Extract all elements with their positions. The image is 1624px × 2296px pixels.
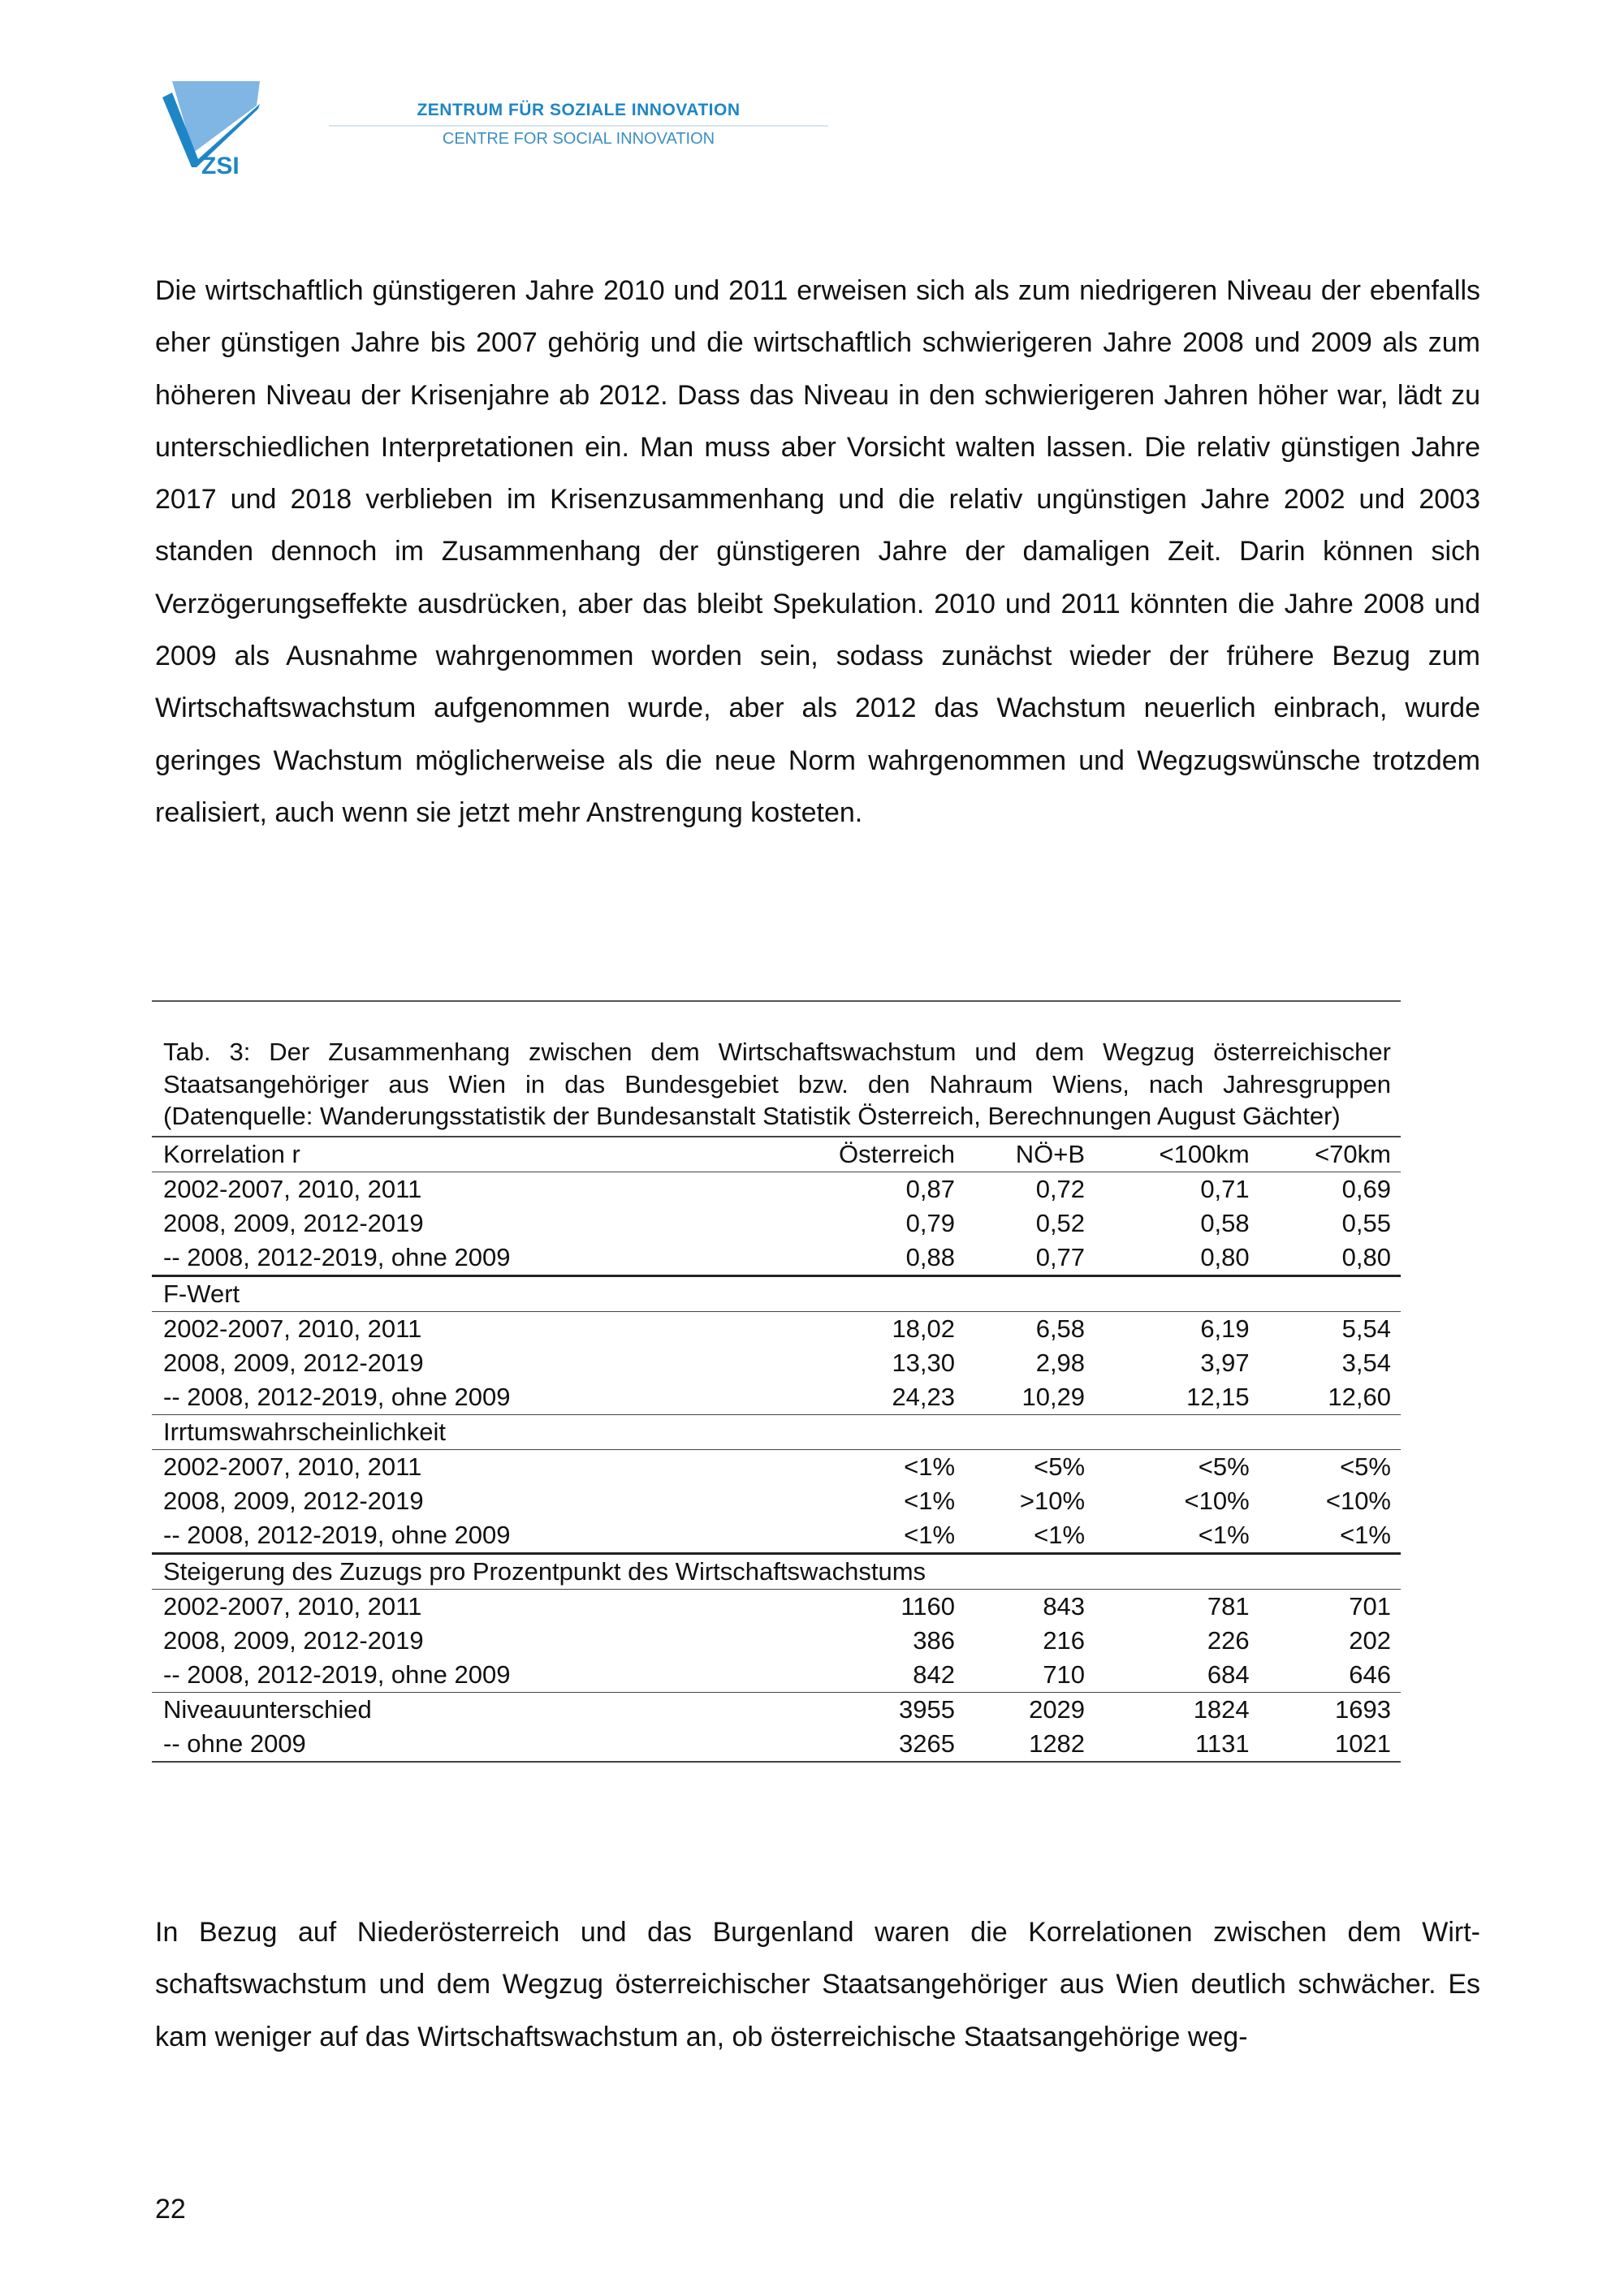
cell-value: <100km <box>1095 1137 1259 1172</box>
cell-value: <1% <box>1095 1518 1259 1554</box>
row-label: 2008, 2009, 2012-2019 <box>163 1625 424 1655</box>
cell-value: 842 <box>758 1658 965 1693</box>
cell-value: 0,87 <box>905 1174 956 1203</box>
row-label: -- 2008, 2012-2019, ohne 2009 <box>152 1658 758 1693</box>
table-row <box>152 1449 1401 1484</box>
cell-value: 2,98 <box>1035 1348 1086 1377</box>
svg-text:ZSI: ZSI <box>201 153 240 177</box>
cell-value: 684 <box>1095 1658 1259 1693</box>
row-label: 2002-2007, 2010, 2011 <box>163 1591 422 1621</box>
cell-value: 1160 <box>901 1591 956 1621</box>
section-header-row <box>152 1275 1401 1311</box>
correlation-table <box>152 1136 1401 1763</box>
cell-value: 710 <box>965 1658 1095 1693</box>
table-row <box>152 1692 1401 1727</box>
cell-value: 3265 <box>758 1727 965 1762</box>
cell-value: <5% <box>1198 1452 1250 1481</box>
cell-value: 6,58 <box>1035 1314 1086 1343</box>
brand-header <box>329 101 828 149</box>
row-label: Niveauunterschied <box>163 1694 372 1724</box>
cell-value: <5% <box>1340 1452 1391 1481</box>
row-label: -- 2008, 2012-2019, ohne 2009 <box>152 1380 758 1415</box>
cell-value: <10% <box>1325 1486 1391 1515</box>
cell-value: 12,15 <box>1095 1380 1259 1415</box>
table-3 <box>152 1000 1401 1763</box>
section-header-row <box>152 1414 1401 1449</box>
section-label: Irrtumswahrscheinlichkeit <box>152 1414 1401 1449</box>
cell-value: 216 <box>1043 1625 1086 1655</box>
cell-value: 202 <box>1349 1625 1391 1655</box>
cell-value: 386 <box>913 1625 956 1655</box>
row-label: 2008, 2009, 2012-2019 <box>163 1348 424 1377</box>
cell-value: 1282 <box>965 1727 1095 1762</box>
body-paragraph-1: Die wirtschaftlich günstigeren Jahre 2010 und 2011 erweisen sich als zum niedrigeren Niveau der ebenfalls eher günstigen Jahre bis 2007 gehörig und die wirtschaftlich schwierigeren Jahre 2008 und 2009 als zum höheren Niveau der Krisenjahre ab 2012. Dass das Niveau in den schwierigeren Jahren höher war, lädt zu unterschiedlichen Interpretationen ein. Man muss aber Vorsicht walten lassen. Die relativ günstigen Jahre 2017 und 2018 verblieben im Krisenzusammenhang und die relativ ungünstigen Jahre 2002 und 2003 standen dennoch im Zusammenhang der günstigeren Jahre der damaligen Zeit. Darin können sich Verzögerungseffekte ausdrücken, aber das bleibt Spekulation. 2010 und 2011 könnten die Jahre 2008 und 2009 als Ausnahme wahrgenommen worden sein, sodass zunächst wieder der frühere Bezug zum Wirtschaftswachstum aufgenommen wurde, aber als 2012 das Wachstum neuerlich einbrach, wurde geringes Wachstum möglicherweise als die neue Norm wahrgenommen und Wegzugswünsche trotzdem realisiert, auch wenn sie jetzt mehr Anstrengung kosteten. <box>155 275 1480 828</box>
cell-value: 0,69 <box>1341 1174 1391 1203</box>
cell-value: 0,52 <box>1035 1208 1086 1237</box>
row-label: -- 2008, 2012-2019, ohne 2009 <box>152 1518 758 1554</box>
cell-value: 0,77 <box>965 1241 1095 1276</box>
cell-value: 0,72 <box>1035 1174 1086 1203</box>
row-label: -- 2008, 2012-2019, ohne 2009 <box>152 1241 758 1276</box>
cell-value: <5% <box>1034 1452 1086 1481</box>
cell-value: Österreich <box>758 1137 965 1172</box>
cell-value: 1824 <box>1193 1694 1250 1724</box>
brand-name-en: CENTRE FOR SOCIAL INNOVATION <box>442 130 715 148</box>
cell-value: 3955 <box>899 1694 956 1724</box>
cell-value: 0,79 <box>905 1208 956 1237</box>
cell-value: 5,54 <box>1341 1314 1391 1343</box>
cell-value: 18,02 <box>892 1314 956 1343</box>
row-label: -- ohne 2009 <box>152 1727 758 1762</box>
table-row <box>152 1346 1401 1380</box>
cell-value: >10% <box>1019 1486 1086 1515</box>
brand-name-de: ZENTRUM FÜR SOZIALE INNOVATION <box>417 101 741 119</box>
table-row <box>152 1589 1401 1624</box>
cell-value: 1131 <box>1095 1727 1259 1762</box>
table-row <box>152 1624 1401 1658</box>
cell-value: 12,60 <box>1259 1380 1401 1415</box>
table-row <box>152 1241 1401 1276</box>
table-row <box>152 1727 1401 1762</box>
row-label: 2008, 2009, 2012-2019 <box>163 1208 424 1237</box>
row-label: 2008, 2009, 2012-2019 <box>163 1486 424 1515</box>
section-label: Steigerung des Zuzugs pro Prozentpunkt des Wirtschaftswachstums <box>152 1553 1401 1589</box>
table-row <box>152 1658 1401 1693</box>
cell-value: 0,55 <box>1341 1208 1391 1237</box>
cell-value: <1% <box>1259 1518 1401 1554</box>
cell-value: 0,58 <box>1200 1208 1250 1237</box>
cell-value: 0,80 <box>1259 1241 1401 1276</box>
page-number: 22 <box>155 2194 186 2225</box>
section-header-row <box>152 1553 1401 1589</box>
row-label: Korrelation r <box>152 1137 758 1172</box>
cell-value: <1% <box>904 1486 956 1515</box>
table-row <box>152 1484 1401 1518</box>
cell-value: 1693 <box>1335 1694 1391 1724</box>
cell-value: 1021 <box>1259 1727 1401 1762</box>
table-row <box>152 1311 1401 1346</box>
body-paragraph-2: In Bezug auf Niederösterreich und das Burgenland waren die Korrelationen zwischen dem Wirtschaftswachstum und dem Wegzug österreichischer Staatsangehöriger aus Wien deutlich schwächer. Es kam weniger auf das Wirtschaftswachstum an, ob österreichische Staatsangehörige weg- <box>155 1917 1480 2052</box>
cell-value: 3,54 <box>1341 1348 1391 1377</box>
cell-value: 0,88 <box>758 1241 965 1276</box>
cell-value: <1% <box>758 1518 965 1554</box>
cell-value: 2029 <box>1029 1694 1086 1724</box>
table-row <box>152 1137 1401 1172</box>
cell-value: 10,29 <box>965 1380 1095 1415</box>
cell-value: <1% <box>965 1518 1095 1554</box>
cell-value: <10% <box>1184 1486 1250 1515</box>
cell-value: 701 <box>1349 1591 1391 1621</box>
zsi-logo <box>156 80 270 177</box>
cell-value: 226 <box>1207 1625 1250 1655</box>
cell-value: 3,97 <box>1200 1348 1250 1377</box>
cell-value: 781 <box>1207 1591 1250 1621</box>
row-label: 2002-2007, 2010, 2011 <box>163 1314 422 1343</box>
cell-value: 6,19 <box>1200 1314 1250 1343</box>
cell-value: 13,30 <box>892 1348 956 1377</box>
row-label: 2002-2007, 2010, 2011 <box>163 1452 422 1481</box>
cell-value: 24,23 <box>758 1380 965 1415</box>
table-row <box>152 1172 1401 1206</box>
cell-value: 646 <box>1259 1658 1401 1693</box>
brand-divider <box>329 125 828 127</box>
table-row <box>152 1206 1401 1241</box>
table-row <box>152 1518 1401 1554</box>
row-label: 2002-2007, 2010, 2011 <box>163 1174 422 1203</box>
cell-value: <70km <box>1259 1137 1401 1172</box>
cell-value: 843 <box>1043 1591 1086 1621</box>
cell-value: <1% <box>904 1452 956 1481</box>
cell-value: 0,71 <box>1200 1174 1250 1203</box>
table-row <box>152 1380 1401 1415</box>
section-label: F-Wert <box>152 1275 1401 1311</box>
cell-value: NÖ+B <box>965 1137 1095 1172</box>
cell-value: 0,80 <box>1095 1241 1259 1276</box>
table-caption: Tab. 3: Der Zusammenhang zwischen dem Wirtschaftswachstum und dem Wegzug österreichischer Staatsangehöriger aus Wien in das Bundesgebiet bzw. den Nahraum Wiens, nach Jahresgruppen (Datenquelle: Wanderungsstatistik der Bundesanstalt Statistik Österreich, Berechnungen August Gächter) <box>163 1038 1391 1130</box>
